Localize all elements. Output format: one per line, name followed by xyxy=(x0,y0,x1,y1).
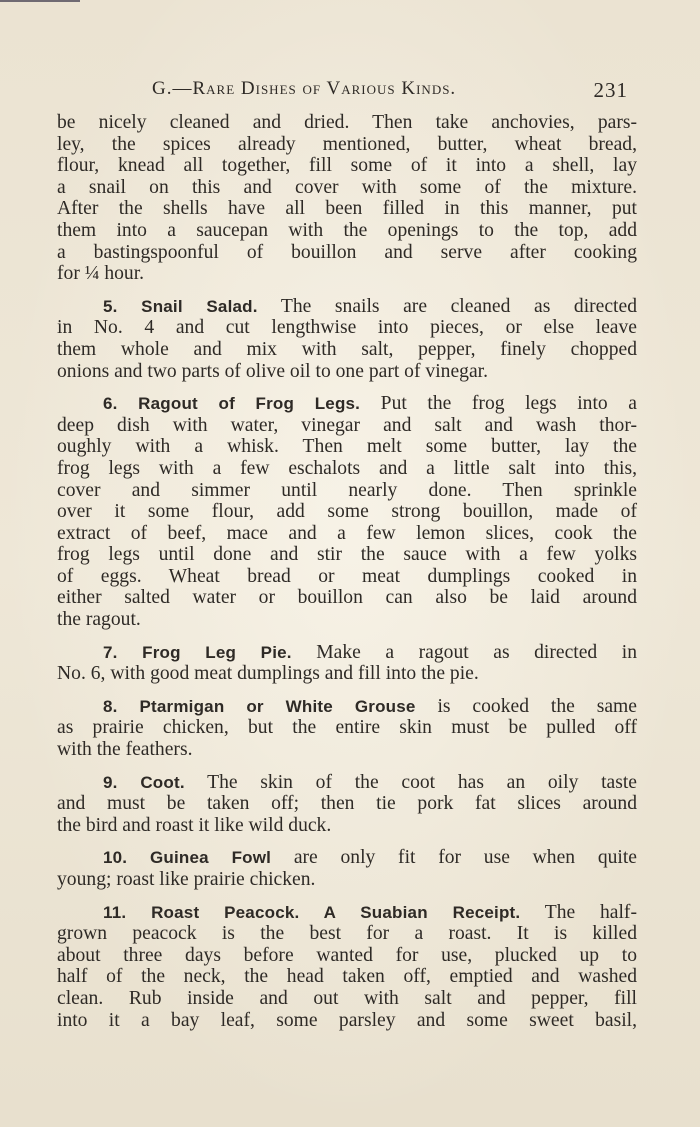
recipe-number: 5. xyxy=(103,296,118,316)
text-line: extract of beef, mace and a few lemon slices, cook the xyxy=(57,522,637,544)
text-line: the bird and roast it like wild duck. xyxy=(57,814,332,836)
recipe-roast-peacock xyxy=(57,902,637,1032)
text-line: about three days before wanted for use, plucked up to xyxy=(57,944,637,966)
text-line xyxy=(57,847,637,869)
text-line: onions and two parts of olive oil to one part of vinegar. xyxy=(57,360,488,382)
recipe-snail-salad xyxy=(57,296,637,382)
text-line: ley, the spices already mentioned, butter, wheat bread, xyxy=(57,133,637,155)
recipe-number: 8. xyxy=(103,696,118,716)
recipe-number: 7. xyxy=(103,642,118,662)
recipe-number: 9. xyxy=(103,772,118,792)
page-text xyxy=(57,112,637,1042)
text-line: of eggs. Wheat bread or meat dumplings cooked in xyxy=(57,565,637,587)
text-line: into it a bay leaf, some parsley and some sweet basil, xyxy=(57,1009,637,1031)
recipe-number: 6. xyxy=(103,394,118,414)
text-line: a bastingspoonful of bouillon and serve after cooking xyxy=(57,241,637,263)
recipe-guinea-fowl xyxy=(57,847,637,890)
text-line: the ragout. xyxy=(57,609,141,631)
text-run: The half- xyxy=(520,901,637,923)
recipe-heading: Ptarmigan or White Grouse xyxy=(139,696,416,716)
text-line xyxy=(57,393,637,415)
recipe-heading: Frog Leg Pie. xyxy=(142,642,292,662)
text-line xyxy=(57,642,637,664)
text-line: a snail on this and cover with some of the mixture. xyxy=(57,176,637,198)
page-number: 231 xyxy=(593,78,628,102)
recipe-ptarmigan xyxy=(57,696,637,761)
text-run: Make a ragout as directed in xyxy=(291,641,637,663)
text-line: either salted water or bouillon can also be laid around xyxy=(57,587,637,609)
text-line: over it some flour, add some strong bouillon, made of xyxy=(57,501,637,523)
text-line xyxy=(57,772,637,794)
text-line: half of the neck, the head taken off, emptied and washed xyxy=(57,966,637,988)
text-line: grown peacock is the best for a roast. It is killed xyxy=(57,923,637,945)
recipe-ragout-of-frog-legs xyxy=(57,393,637,631)
text-line: flour, knead all together, fill some of it into a shell, lay xyxy=(57,155,637,177)
text-line: frog legs until done and stir the sauce with a few yolks xyxy=(57,544,637,566)
recipe-frog-leg-pie xyxy=(57,642,637,685)
paragraph-continuation xyxy=(57,112,637,285)
text-line: frog legs with a few eschalots and a little salt into this, xyxy=(57,457,637,479)
recipe-heading: Snail Salad. xyxy=(141,296,258,316)
text-line: be nicely cleaned and dried. Then take anchovies, pars- xyxy=(57,112,637,133)
recipe-coot xyxy=(57,772,637,837)
recipe-heading: Guinea Fowl xyxy=(149,848,272,868)
text-line: clean. Rub inside and out with salt and pepper, fill xyxy=(57,987,637,1009)
text-line xyxy=(57,296,637,318)
text-line xyxy=(57,696,637,718)
text-line: in No. 4 and cut lengthwise into pieces, or else leave xyxy=(57,317,637,339)
text-run: is cooked the same xyxy=(415,695,637,717)
recipe-heading: Coot. xyxy=(140,772,185,792)
text-line: After the shells have all been filled in this manner, put xyxy=(57,198,637,220)
text-run: The skin of the coot has an oily taste xyxy=(184,771,637,793)
text-line: deep dish with water, vinegar and salt and wash thor- xyxy=(57,414,637,436)
text-line: and must be taken off; then tie pork fat slices around xyxy=(57,793,637,815)
text-run: are only fit for use when quite xyxy=(271,847,638,869)
text-line: them whole and mix with salt, pepper, finely chopped xyxy=(57,338,637,360)
running-title: G.—Rare Dishes of Various Kinds. xyxy=(152,78,457,99)
text-line: with the feathers. xyxy=(57,739,193,761)
text-line xyxy=(57,902,637,924)
recipe-heading: Roast Peacock. A Suabian Receipt. xyxy=(151,902,521,922)
text-run: The snails are cleaned as directed xyxy=(257,295,637,317)
text-line: cover and simmer until nearly done. Then sprinkle xyxy=(57,479,637,501)
recipe-number: 10. xyxy=(103,848,128,868)
recipe-heading: Ragout of Frog Legs. xyxy=(138,394,361,414)
text-line: for ¼ hour. xyxy=(57,263,145,285)
text-line: No. 6, with good meat dumplings and fill into the pie. xyxy=(57,663,479,685)
text-line: oughly with a whisk. Then melt some butter, lay the xyxy=(57,436,637,458)
running-head xyxy=(60,78,630,108)
top-edge-rule xyxy=(0,0,80,2)
text-line: as prairie chicken, but the entire skin must be pulled off xyxy=(57,717,637,739)
text-line: them into a saucepan with the openings to the top, add xyxy=(57,219,637,241)
text-line: young; roast like prairie chicken. xyxy=(57,869,316,890)
recipe-number: 11. xyxy=(103,902,127,922)
text-run: Put the frog legs into a xyxy=(360,393,637,415)
